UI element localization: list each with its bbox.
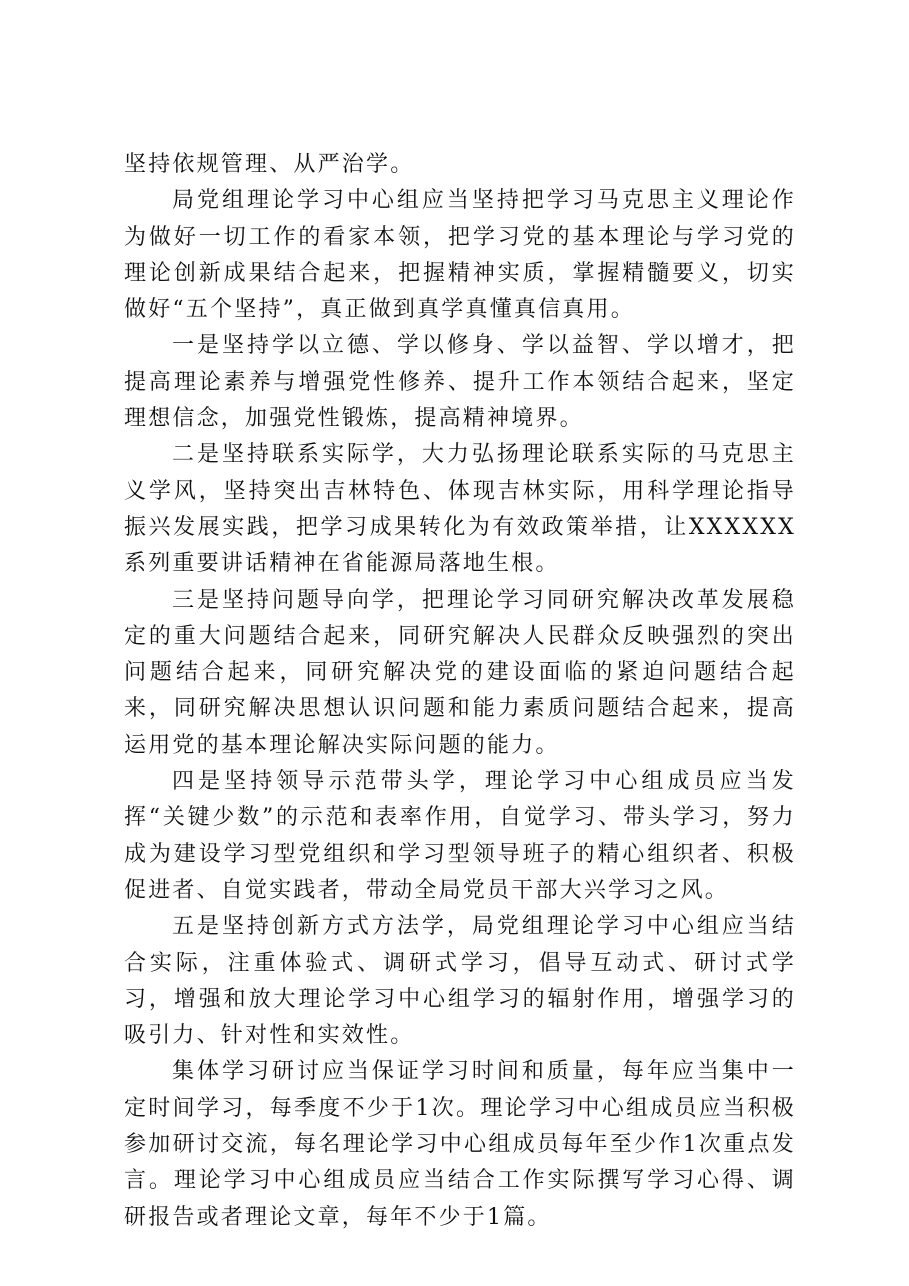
paragraph-point-three: 三是坚持问题导向学，把理论学习同研究解决改革发展稳定的重大问题结合起来，同研究解决人民群众反映强烈的突出问题结合起来，同研究解决党的建设面临的紧迫问题结合起来，同研究解决思想认识问题和能力素质问题结合起来，提高运用党的基本理论解决实际问题的能力。 (124, 587, 796, 758)
paragraph-point-five: 五是坚持创新方式方法学，局党组理论学习中心组应当结合实际，注重体验式、调研式学习，倡导互动式、研讨式学习，增强和放大理论学习中心组学习的辐射作用，增强学习的吸引力、针对性和实效性。 (124, 914, 796, 1049)
paragraph-continuation: 坚持依规管理、从严治学。 (124, 152, 415, 177)
document-body (124, 147, 796, 1236)
paragraph-point-two: 二是坚持联系实际学，大力弘扬理论联系实际的马克思主义学风，坚持突出吉林特色、体现吉林实际，用科学理论指导振兴发展实践，把学习成果转化为有效政策举措，让XXXXXX系列重要讲话精神在省能源局落地生根。 (124, 442, 796, 577)
paragraph-collective-study: 集体学习研讨应当保证学习时间和质量，每年应当集中一定时间学习，每季度不少于1次。理论学习中心组成员应当积极参加研讨交流，每名理论学习中心组成员每年至少作1次重点发言。理论学习中心组成员应当结合工作实际撰写学习心得、调研报告或者理论文章，每年不少于1篇。 (124, 1059, 796, 1230)
paragraph-point-four: 四是坚持领导示范带头学，理论学习中心组成员应当发挥“关键少数”的示范和表率作用，自觉学习、带头学习，努力成为建设学习型党组织和学习型领导班子的精心组织者、积极促进者、自觉实践者，带动全局党员干部大兴学习之风。 (124, 769, 796, 903)
paragraph-point-one: 一是坚持学以立德、学以修身、学以益智、学以增才，把提高理论素养与增强党性修养、提升工作本领结合起来，坚定理想信念，加强党性锻炼，提高精神境界。 (124, 333, 796, 432)
paragraph-study-principle: 局党组理论学习中心组应当坚持把学习马克思主义理论作为做好一切工作的看家本领，把学习党的基本理论与学习党的理论创新成果结合起来，把握精神实质，掌握精髓要义，切实做好“五个坚持”，真正做到真学真懂真信真用。 (124, 188, 796, 323)
